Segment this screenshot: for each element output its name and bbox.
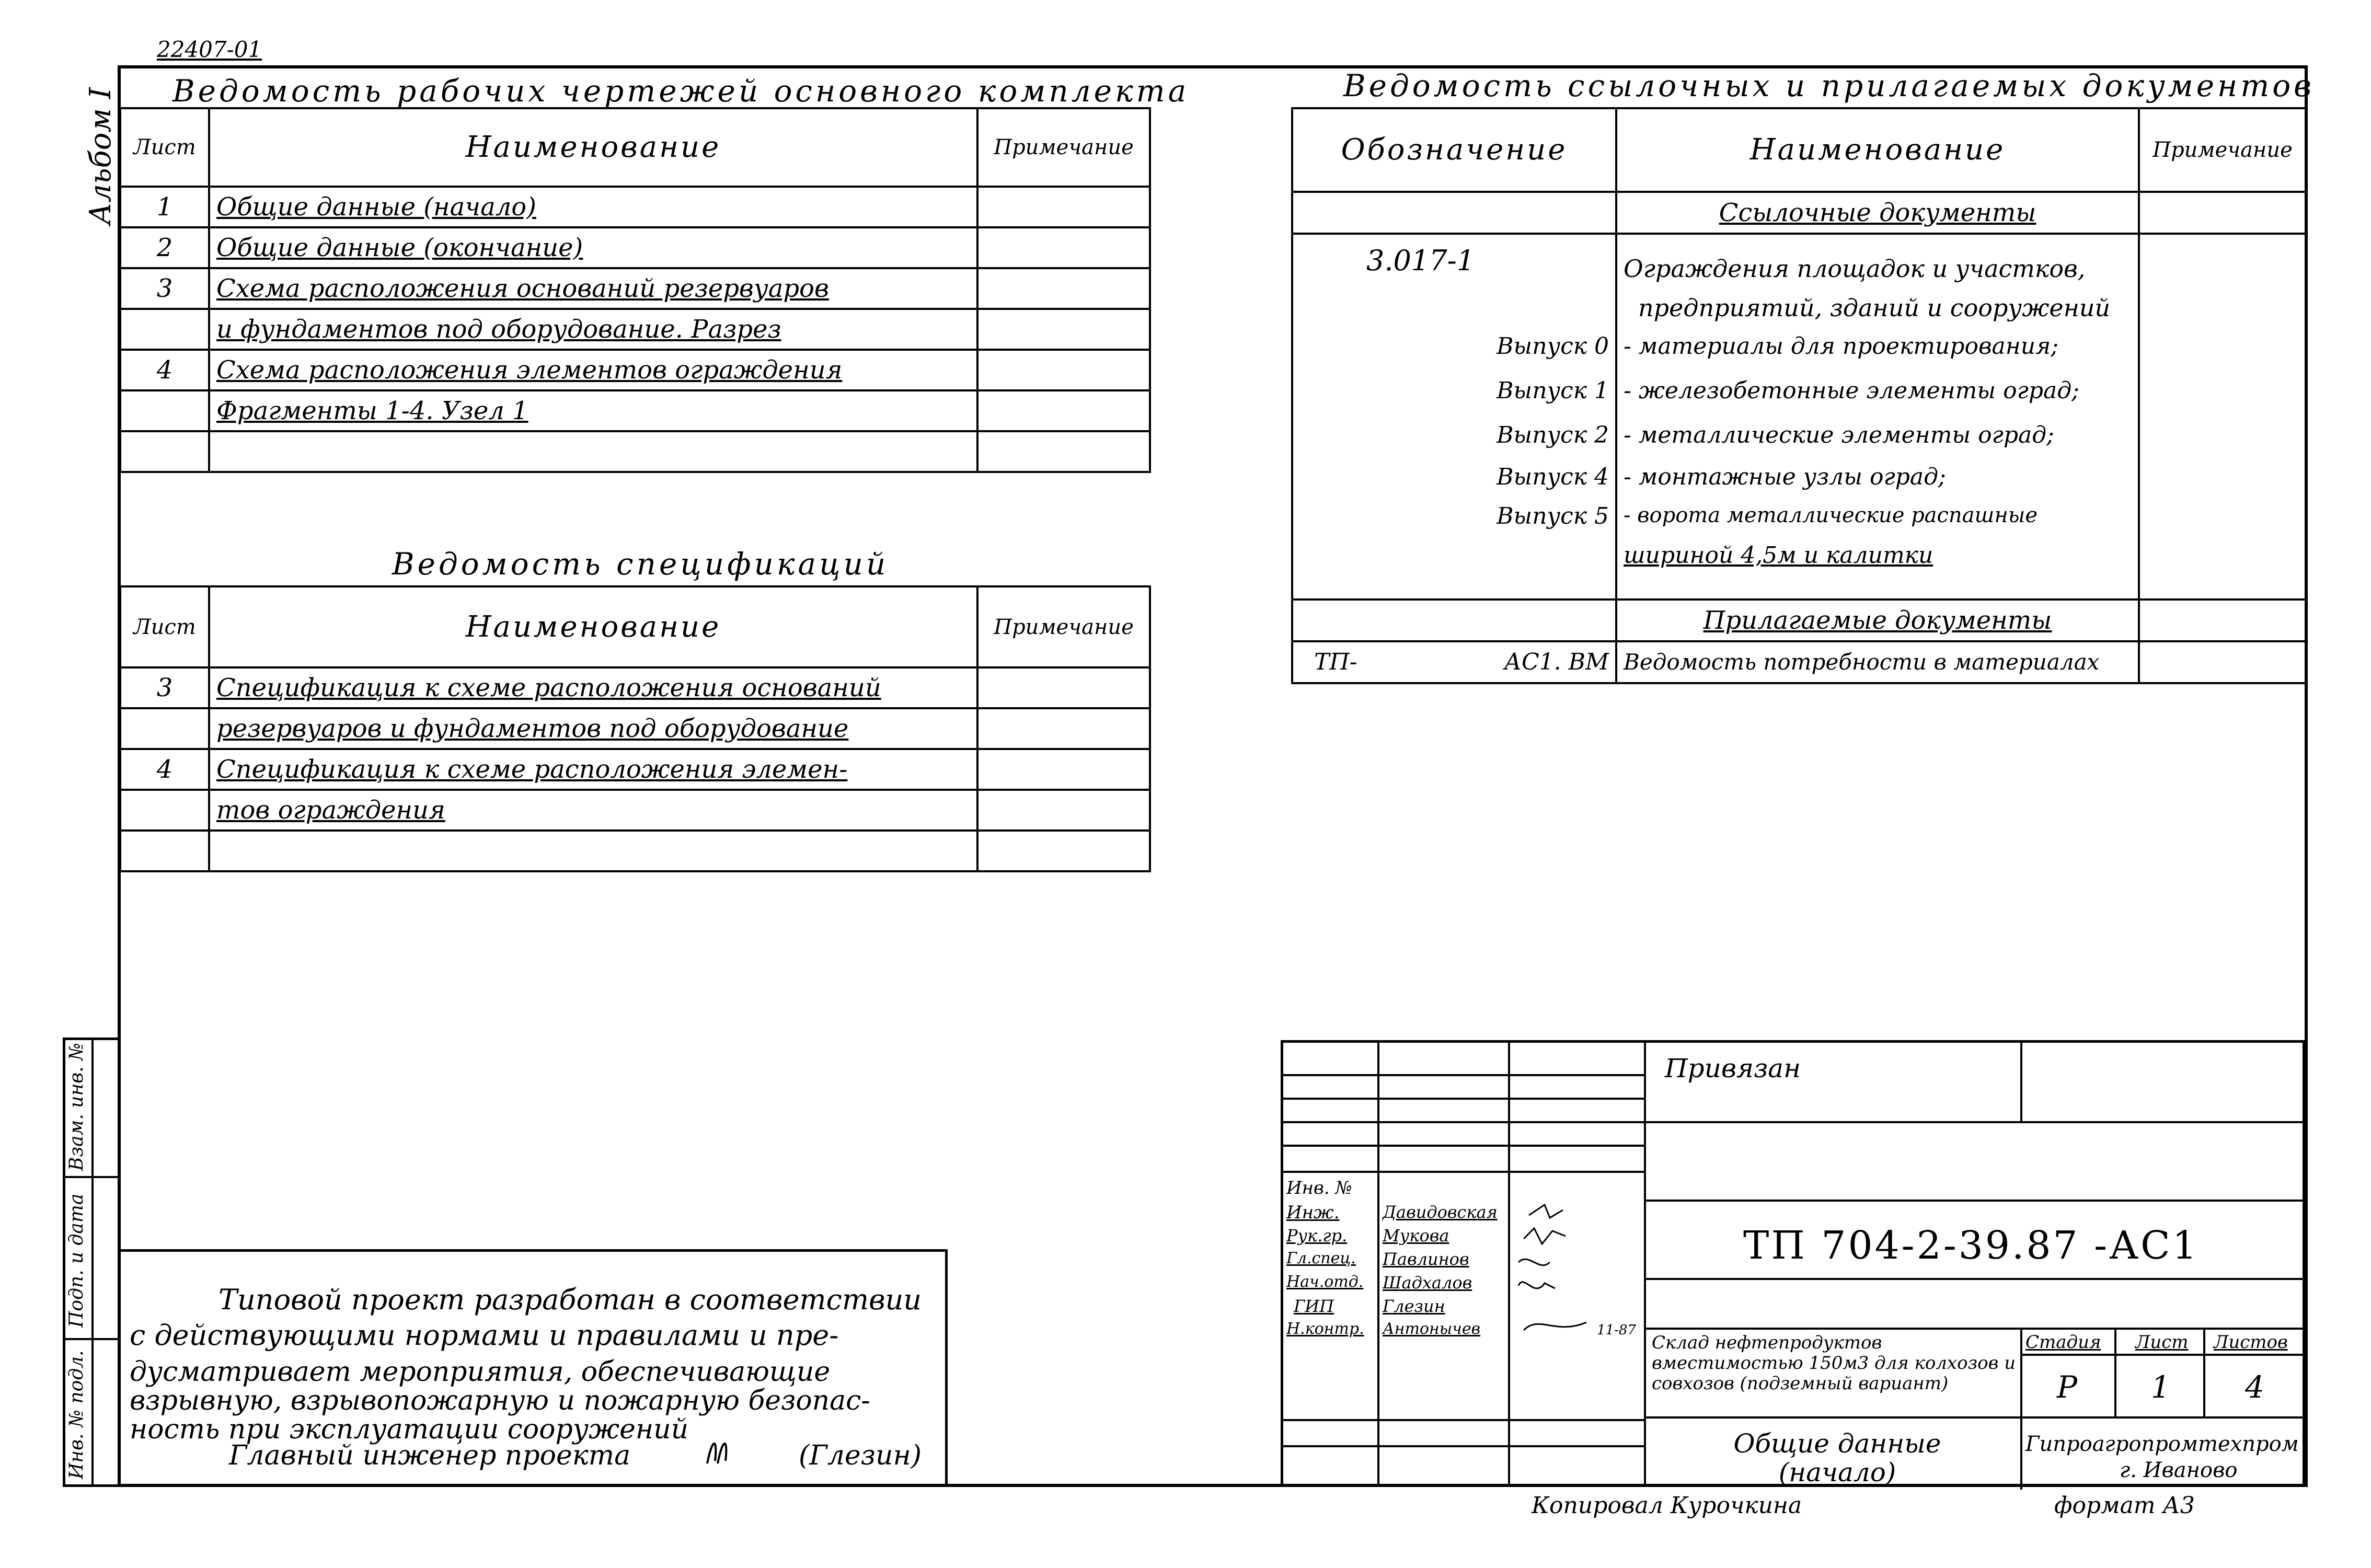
table-row <box>120 350 1150 390</box>
note-cell <box>977 309 1150 350</box>
table-row <box>120 790 1150 831</box>
name-cell: резервуаров и фундаментов под оборудование <box>209 708 977 749</box>
name-cell: Спецификация к схеме расположения элемен- <box>209 749 977 790</box>
issue-name: - металлические элементы оград; <box>1624 422 2054 448</box>
stamp-city: г. Иваново <box>2120 1458 2238 1482</box>
stamp-stage: Р <box>2057 1369 2078 1405</box>
issue-name: - монтажные узлы оград; <box>1624 464 1946 490</box>
att-name: Ведомость потребности в материалах <box>1616 641 2139 683</box>
note-line: дусматривает мероприятия, обеспечивающие <box>130 1356 831 1388</box>
table-row <box>120 309 1150 350</box>
specs-table <box>119 585 1151 872</box>
sheet-cell: 2 <box>120 227 209 268</box>
note-line: ность при эксплуатации сооружений <box>130 1414 689 1445</box>
note-cell <box>977 790 1150 831</box>
name-cell: и фундаментов под оборудование. Разрез <box>209 309 977 350</box>
table-row <box>120 390 1150 431</box>
sheet-cell: 1 <box>120 187 209 227</box>
table-row <box>120 187 1150 227</box>
issue-name: - ворота металлические распашные <box>1624 503 2038 527</box>
name-cell: Фрагменты 1-4. Узел 1 <box>209 390 977 431</box>
table-row <box>120 708 1150 749</box>
stamp-name: Павлинов <box>1383 1249 1469 1269</box>
footer-format: формат А3 <box>2054 1492 2195 1519</box>
drawings-table <box>119 107 1151 473</box>
issue-cont: шириной 4,5м и калитки <box>1624 542 1933 569</box>
table-row <box>120 831 1150 871</box>
note-line: Типовой проект разработан в соответствии <box>218 1283 922 1316</box>
stamp-role: Гл.спец. <box>1286 1249 1356 1267</box>
stamp-role: Н.контр. <box>1286 1320 1364 1338</box>
side-label-inv: Инв. № подл. <box>66 1350 87 1479</box>
name-cell: Схема расположения элементов ограждения <box>209 350 977 390</box>
note-cell <box>977 268 1150 309</box>
note-line: с действующими нормами и правилами и пре- <box>130 1319 839 1352</box>
refs-header-note: Примечание <box>2139 108 2306 192</box>
refs-title: Ведомость ссылочных и прилагаемых документов <box>1343 68 2315 103</box>
sheet-cell: 4 <box>120 350 209 390</box>
note-signature-name: (Глезин) <box>799 1440 922 1471</box>
stamp-name: Антонычев <box>1383 1320 1481 1338</box>
table-row <box>120 431 1150 472</box>
issue-label: Выпуск 0 <box>1497 333 1609 360</box>
note-cell <box>977 431 1150 472</box>
sheet-cell <box>120 390 209 431</box>
stamp-date: 11-87 <box>1597 1322 1636 1338</box>
specs-title: Ведомость спецификаций <box>392 546 889 582</box>
note-cell <box>977 749 1150 790</box>
stamp-role: Инж. <box>1286 1202 1340 1223</box>
att-code-right: АС1. ВМ <box>1504 649 1609 675</box>
refs-table <box>1291 107 2307 684</box>
issue-name: - железобетонные элементы оград; <box>1624 377 2079 404</box>
drawings-title: Ведомость рабочих чертежей основного комплекта <box>172 73 1190 109</box>
issue-name: - материалы для проектирования; <box>1624 333 2059 360</box>
refs-doc-title-line: предприятий, зданий и сооружений <box>1638 294 2111 322</box>
att-code-left: ТП- <box>1314 649 1357 675</box>
stamp-sheet: 1 <box>2151 1369 2170 1405</box>
note-cell <box>977 667 1150 708</box>
issue-label: Выпуск 5 <box>1497 503 1609 529</box>
stamp-stage-label: Стадия <box>2025 1332 2101 1353</box>
signature-marks <box>1508 1200 1644 1335</box>
stamp-sheets: 4 <box>2245 1369 2264 1405</box>
stamp-name: Глезин <box>1383 1296 1445 1316</box>
top-code: 22407-01 <box>157 37 262 62</box>
stamp-role: Рук.гр. <box>1286 1226 1348 1246</box>
table-row <box>120 227 1150 268</box>
issue-label: Выпуск 1 <box>1497 377 1609 404</box>
side-label-replace: Взам. инв. № <box>66 1042 87 1171</box>
sheet-cell <box>120 790 209 831</box>
specs-header-note: Примечание <box>977 586 1150 667</box>
sheet-cell <box>120 831 209 871</box>
stamp-sheets-label: Листов <box>2214 1332 2288 1353</box>
signature-mark <box>705 1432 736 1469</box>
drawings-header-name: Наименование <box>209 108 977 187</box>
refs-name-cell <box>1616 234 2139 599</box>
stamp-role: ГИП <box>1294 1296 1334 1316</box>
att-code-cell <box>1292 641 1616 683</box>
stamp-sheet-title: Общие данные (начало) <box>1733 1428 1941 1488</box>
specs-header-name: Наименование <box>209 586 977 667</box>
stamp-doc-number: ТП 704-2-39.87 -АС1 <box>1743 1223 2199 1268</box>
name-cell: Общие данные (начало) <box>209 187 977 227</box>
stamp-role: Нач.отд. <box>1286 1273 1364 1291</box>
refs-code-cell <box>1292 234 1616 599</box>
drawings-header-note: Примечание <box>977 108 1150 187</box>
refs-header-name: Наименование <box>1616 108 2139 192</box>
stamp-name: Мукова <box>1383 1226 1449 1246</box>
name-cell: Спецификация к схеме расположения оснований <box>209 667 977 708</box>
name-cell: Общие данные (окончание) <box>209 227 977 268</box>
stamp-name: Давидовская <box>1383 1202 1498 1222</box>
stamp-role: Инв. № <box>1286 1178 1352 1198</box>
sheet-cell: 3 <box>120 268 209 309</box>
footer-copied: Копировал Курочкина <box>1532 1492 1802 1519</box>
refs-header-code: Обозначение <box>1292 108 1616 192</box>
note-box <box>119 1249 948 1487</box>
stamp-sheet-label: Лист <box>2135 1332 2189 1353</box>
stamp-privyazan: Привязан <box>1665 1053 1801 1083</box>
refs-section-att: Прилагаемые документы <box>1616 599 2139 641</box>
note-cell <box>977 187 1150 227</box>
album-label: Альбом I <box>84 87 118 225</box>
title-block <box>1281 1040 2305 1487</box>
note-cell <box>977 350 1150 390</box>
stamp-object-title: Склад нефтепродуктов вместимостью 150м3 для колхозов и совхозов (подземный вариант) <box>1652 1332 2016 1394</box>
name-cell: Схема расположения оснований резервуаров <box>209 268 977 309</box>
table-row <box>120 667 1150 708</box>
sheet-cell <box>120 431 209 472</box>
refs-doc-code: 3.017-1 <box>1366 244 1475 277</box>
note-line: взрывную, взрывопожарную и пожарную безопас- <box>130 1385 870 1416</box>
sheet-cell: 4 <box>120 749 209 790</box>
name-cell: тов ограждения <box>209 790 977 831</box>
sheet-cell <box>120 309 209 350</box>
note-cell <box>977 831 1150 871</box>
specs-header-sheet: Лист <box>120 586 209 667</box>
sheet-cell <box>120 708 209 749</box>
note-cell <box>977 708 1150 749</box>
sheet-cell: 3 <box>120 667 209 708</box>
refs-doc-title-line: Ограждения площадок и участков, <box>1624 255 2086 283</box>
note-cell <box>977 390 1150 431</box>
table-row <box>120 749 1150 790</box>
name-cell <box>209 831 977 871</box>
drawings-header-sheet: Лист <box>120 108 209 187</box>
side-label-sign: Подп. и дата <box>66 1193 87 1328</box>
note-cell <box>977 227 1150 268</box>
stamp-org: Гипроагропромтехпром <box>2025 1432 2299 1456</box>
stamp-name: Шадхалов <box>1383 1273 1472 1293</box>
name-cell <box>209 431 977 472</box>
table-row <box>120 268 1150 309</box>
note-signature-line: Главный инженер проекта <box>229 1440 631 1471</box>
issue-label: Выпуск 2 <box>1497 422 1609 448</box>
refs-section-ref: Ссылочные документы <box>1616 192 2139 234</box>
issue-label: Выпуск 4 <box>1497 464 1609 490</box>
